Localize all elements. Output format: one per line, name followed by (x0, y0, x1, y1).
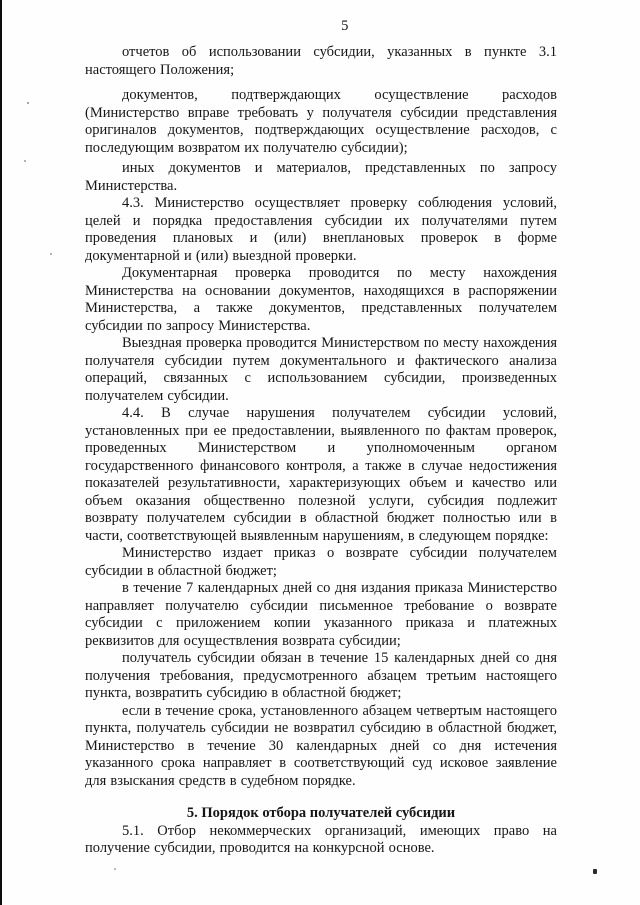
scan-speck-artifact (114, 868, 116, 870)
page-number: 5 (341, 18, 349, 34)
scan-speck-artifact (50, 253, 52, 255)
document-body (85, 44, 557, 858)
paragraph-return-order: Министерство издает приказ о возврате субсидии получателем субсидии в областной бюджет; (85, 545, 557, 579)
paragraph-other-documents: иных документов и материалов, представленных по запросу Министерства. (85, 160, 557, 194)
paragraph-5-1: 5.1. Отбор некоммерческих организаций, имеющих право на получение субсидии, проводится на конкурсной основе. (85, 822, 557, 856)
paragraph-document-check: Документарная проверка проводится по месту нахождения Министерства на основании документов, находящихся в распоряжении Министерства, а также документов, представленных получателем субсидии по запросу Министерства. (85, 265, 557, 334)
paragraph-7-days: в течение 7 календарных дней со дня издания приказа Министерство направляет получателю субсидии письменное требование о возврате субсидии с приложением копии указанного приказа и платежных реквизитов для осуществления возврата субсидии; (85, 580, 557, 649)
paragraph-onsite-check: Выездная проверка проводится Министерством по месту нахождения получателя субсидии путем документального и фактического анализа операций, связанных с использованием субсидии, произведенных получателем субсидии. (85, 335, 557, 404)
scan-speck-artifact (593, 869, 597, 874)
paragraph-expense-documents: документов, подтверждающих осуществление расходов (Министерство вправе требовать у получателя субсидии представления оригиналов документов, подтверждающих осуществление расходов, с последующим возвратом их получателю субсидии); (85, 87, 557, 156)
paragraph-4-4: 4.4. В случае нарушения получателем субсидии условий, установленных при ее предоставлении, выявленного по фактам проверок, проведенных Министерством и уполномоченным органом государственного финансового контроля, а также в случае недостижения показателей результативности, характеризующих объем и качество или объем оказания общественно полезной услуги, субсидия подлежит возврату получателем субсидии в областной бюджет полностью или в части, соответствующей выявленным нарушениям, в следующем порядке: (85, 405, 557, 544)
paragraph-30-days-court: если в течение срока, установленного абзацем четвертым настоящего пункта, получатель субсидии не возвратил субсидию в областной бюджет, Министерство в течение 30 календарных дней со дня истечения указанного срока направляет в соответствующий суд исковое заявление для взыскания средств в судебном порядке. (85, 702, 557, 789)
scan-speck-artifact (27, 102, 29, 104)
paragraph-4-3: 4.3. Министерство осуществляет проверку соблюдения условий, целей и порядка предоставления субсидии их получателями путем проведения плановых и (или) внеплановых проверок в форме документарной и (или) выездной проверки. (85, 195, 557, 264)
scan-edge-artifact (0, 0, 2, 905)
scan-speck-artifact (24, 160, 26, 162)
section-heading: 5. Порядок отбора получателей субсидии (186, 805, 456, 821)
paragraph-15-days: получатель субсидии обязан в течение 15 календарных дней со дня получения требования, предусмотренного абзацем третьим настоящего пункта, возвратить субсидию в областной бюджет; (85, 650, 557, 701)
paragraph-reports: отчетов об использовании субсидии, указанных в пункте 3.1 настоящего Положения; (85, 44, 557, 78)
